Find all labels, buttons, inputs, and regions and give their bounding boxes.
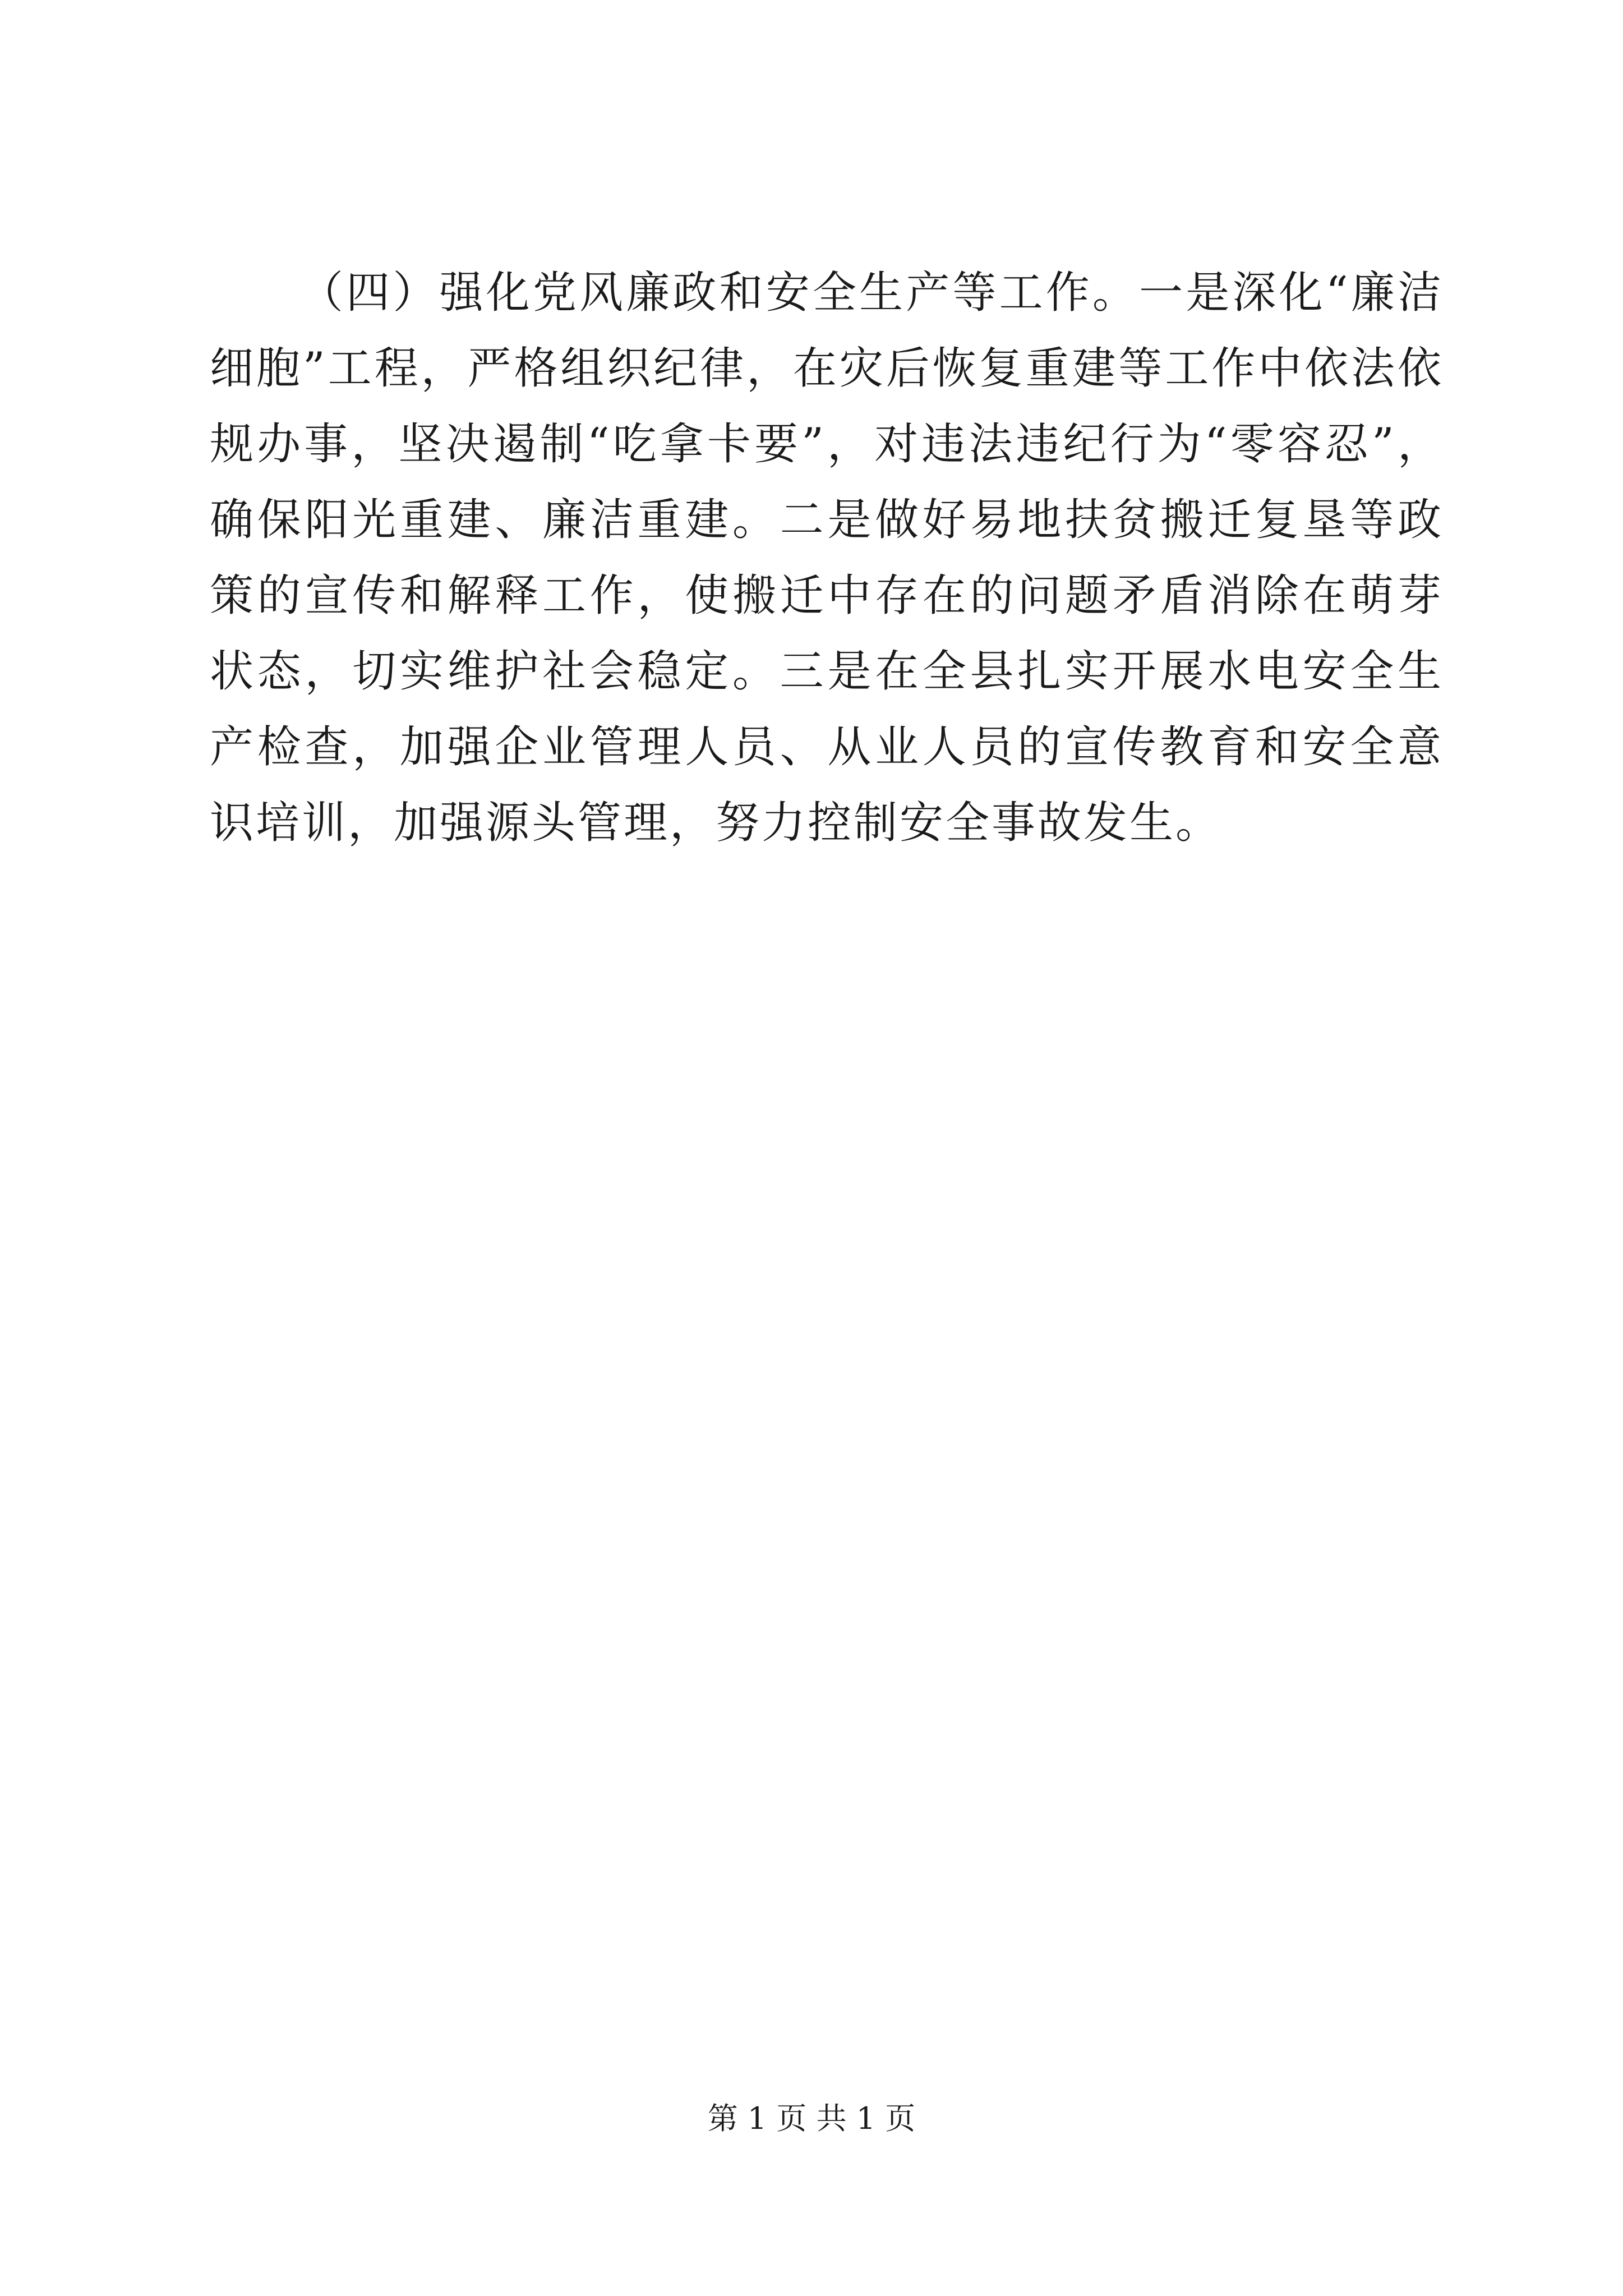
- page-footer: 第 1 页 共 1 页: [707, 2101, 916, 2136]
- body-paragraph: （四）强化党风廉政和安全生产等工作。一是深化“廉洁细胞”工程，严格组织纪律，在灾后恢复重建等工作中依法依规办事，坚决遏制“吃拿卡要”，对违法违纪行为“零容忍”，确保阳光重建、廉洁重建。二是做好易地扶贫搬迁复垦等政策的宣传和解释工作，使搬迁中存在的问题矛盾消除在萌芽状态，切实维护社会稳定。三是在全县扎实开展水电安全生产检查，加强企业管理人员、从业人员的宣传教育和安全意识培训，加强源头管理，努力控制安全事故发生。: [210, 268, 1444, 848]
